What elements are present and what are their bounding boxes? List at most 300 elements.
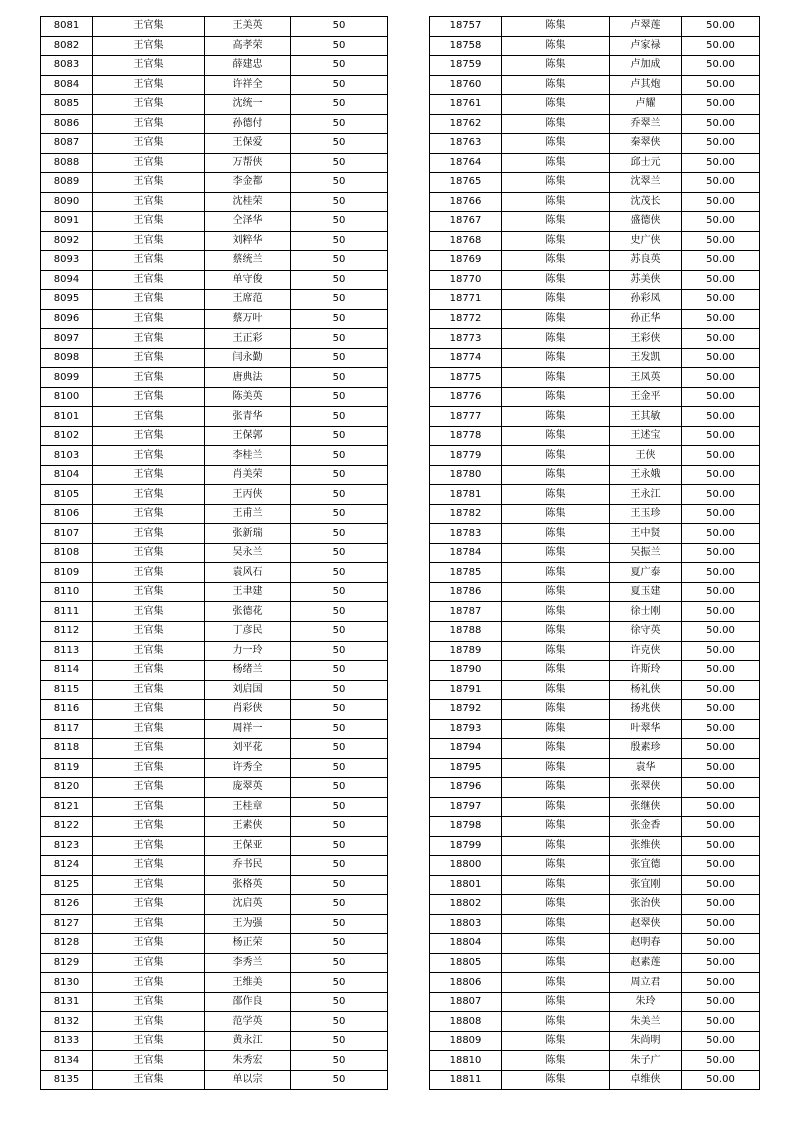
amount-cell: 50.00 xyxy=(682,563,760,583)
left-roster-body xyxy=(41,17,388,1090)
name-cell: 张青华 xyxy=(205,407,291,427)
name-cell: 薛建忠 xyxy=(205,56,291,76)
name-cell: 肖美荣 xyxy=(205,465,291,485)
table-row xyxy=(430,563,760,583)
serial-cell: 18799 xyxy=(430,836,502,856)
amount-cell: 50.00 xyxy=(682,309,760,329)
amount-cell: 50 xyxy=(291,563,388,583)
serial-cell: 8086 xyxy=(41,114,93,134)
village-cell: 王官集 xyxy=(93,875,205,895)
table-row xyxy=(41,446,388,466)
table-row xyxy=(41,504,388,524)
table-row xyxy=(430,973,760,993)
name-cell: 王维美 xyxy=(205,973,291,993)
amount-cell: 50 xyxy=(291,290,388,310)
amount-cell: 50.00 xyxy=(682,465,760,485)
table-row xyxy=(430,1070,760,1090)
amount-cell: 50 xyxy=(291,875,388,895)
name-cell: 王其敏 xyxy=(610,407,682,427)
table-row xyxy=(41,739,388,759)
village-cell: 陈集 xyxy=(502,1070,610,1090)
name-cell: 徐守英 xyxy=(610,621,682,641)
table-row xyxy=(41,114,388,134)
serial-cell: 8105 xyxy=(41,485,93,505)
amount-cell: 50 xyxy=(291,680,388,700)
amount-cell: 50 xyxy=(291,895,388,915)
amount-cell: 50.00 xyxy=(682,661,760,681)
amount-cell: 50.00 xyxy=(682,114,760,134)
village-cell: 王官集 xyxy=(93,75,205,95)
name-cell: 单以宗 xyxy=(205,1070,291,1090)
serial-cell: 18775 xyxy=(430,368,502,388)
name-cell: 盛德侠 xyxy=(610,212,682,232)
name-cell: 王保爱 xyxy=(205,134,291,154)
amount-cell: 50.00 xyxy=(682,856,760,876)
village-cell: 陈集 xyxy=(502,212,610,232)
village-cell: 陈集 xyxy=(502,426,610,446)
amount-cell: 50 xyxy=(291,368,388,388)
table-row xyxy=(41,485,388,505)
table-row xyxy=(41,973,388,993)
amount-cell: 50 xyxy=(291,641,388,661)
serial-cell: 18811 xyxy=(430,1070,502,1090)
table-row xyxy=(430,719,760,739)
village-cell: 陈集 xyxy=(502,153,610,173)
name-cell: 张翠侠 xyxy=(610,778,682,798)
amount-cell: 50 xyxy=(291,1070,388,1090)
village-cell: 王官集 xyxy=(93,485,205,505)
village-cell: 王官集 xyxy=(93,465,205,485)
serial-cell: 8100 xyxy=(41,387,93,407)
serial-cell: 8083 xyxy=(41,56,93,76)
amount-cell: 50.00 xyxy=(682,95,760,115)
name-cell: 史广侠 xyxy=(610,231,682,251)
table-row xyxy=(430,1051,760,1071)
serial-cell: 18781 xyxy=(430,485,502,505)
name-cell: 吴永兰 xyxy=(205,543,291,563)
table-row xyxy=(41,1070,388,1090)
name-cell: 张德花 xyxy=(205,602,291,622)
village-cell: 王官集 xyxy=(93,661,205,681)
name-cell: 王金平 xyxy=(610,387,682,407)
village-cell: 王官集 xyxy=(93,641,205,661)
table-row xyxy=(430,309,760,329)
amount-cell: 50 xyxy=(291,426,388,446)
table-row xyxy=(430,17,760,37)
village-cell: 王官集 xyxy=(93,953,205,973)
village-cell: 陈集 xyxy=(502,602,610,622)
table-row xyxy=(41,407,388,427)
village-cell: 陈集 xyxy=(502,719,610,739)
table-row xyxy=(430,582,760,602)
village-cell: 陈集 xyxy=(502,485,610,505)
village-cell: 陈集 xyxy=(502,387,610,407)
table-row xyxy=(430,36,760,56)
name-cell: 朱美兰 xyxy=(610,1012,682,1032)
name-cell: 卢加成 xyxy=(610,56,682,76)
village-cell: 陈集 xyxy=(502,1031,610,1051)
name-cell: 李金都 xyxy=(205,173,291,193)
village-cell: 王官集 xyxy=(93,368,205,388)
village-cell: 陈集 xyxy=(502,992,610,1012)
serial-cell: 8130 xyxy=(41,973,93,993)
name-cell: 叶翠华 xyxy=(610,719,682,739)
table-row xyxy=(430,621,760,641)
village-cell: 王官集 xyxy=(93,114,205,134)
amount-cell: 50 xyxy=(291,153,388,173)
amount-cell: 50.00 xyxy=(682,75,760,95)
village-cell: 王官集 xyxy=(93,621,205,641)
name-cell: 夏广泰 xyxy=(610,563,682,583)
serial-cell: 18798 xyxy=(430,817,502,837)
name-cell: 朱玲 xyxy=(610,992,682,1012)
amount-cell: 50 xyxy=(291,661,388,681)
name-cell: 邱士元 xyxy=(610,153,682,173)
name-cell: 沈桂荣 xyxy=(205,192,291,212)
serial-cell: 8104 xyxy=(41,465,93,485)
table-row xyxy=(41,95,388,115)
village-cell: 陈集 xyxy=(502,75,610,95)
serial-cell: 8092 xyxy=(41,231,93,251)
village-cell: 王官集 xyxy=(93,329,205,349)
amount-cell: 50.00 xyxy=(682,329,760,349)
table-row xyxy=(430,778,760,798)
village-cell: 陈集 xyxy=(502,914,610,934)
amount-cell: 50 xyxy=(291,602,388,622)
amount-cell: 50 xyxy=(291,329,388,349)
name-cell: 周祥一 xyxy=(205,719,291,739)
name-cell: 李秀兰 xyxy=(205,953,291,973)
table-row xyxy=(41,1031,388,1051)
village-cell: 王官集 xyxy=(93,914,205,934)
amount-cell: 50 xyxy=(291,56,388,76)
table-row xyxy=(430,407,760,427)
amount-cell: 50 xyxy=(291,739,388,759)
serial-cell: 18804 xyxy=(430,934,502,954)
village-cell: 王官集 xyxy=(93,856,205,876)
amount-cell: 50.00 xyxy=(682,700,760,720)
serial-cell: 18786 xyxy=(430,582,502,602)
table-row xyxy=(430,641,760,661)
table-row xyxy=(41,173,388,193)
table-row xyxy=(41,836,388,856)
table-row xyxy=(430,75,760,95)
name-cell: 王永江 xyxy=(610,485,682,505)
serial-cell: 8128 xyxy=(41,934,93,954)
amount-cell: 50.00 xyxy=(682,973,760,993)
name-cell: 许克侠 xyxy=(610,641,682,661)
table-row xyxy=(430,173,760,193)
serial-cell: 8129 xyxy=(41,953,93,973)
table-row xyxy=(41,700,388,720)
village-cell: 王官集 xyxy=(93,134,205,154)
name-cell: 闫永勤 xyxy=(205,348,291,368)
village-cell: 王官集 xyxy=(93,778,205,798)
serial-cell: 18764 xyxy=(430,153,502,173)
serial-cell: 8090 xyxy=(41,192,93,212)
amount-cell: 50 xyxy=(291,856,388,876)
name-cell: 苏良英 xyxy=(610,251,682,271)
name-cell: 扬兆侠 xyxy=(610,700,682,720)
name-cell: 陈美英 xyxy=(205,387,291,407)
name-cell: 张金香 xyxy=(610,817,682,837)
table-row xyxy=(41,329,388,349)
amount-cell: 50.00 xyxy=(682,797,760,817)
serial-cell: 8109 xyxy=(41,563,93,583)
village-cell: 陈集 xyxy=(502,504,610,524)
table-row xyxy=(41,290,388,310)
name-cell: 杨礼侠 xyxy=(610,680,682,700)
amount-cell: 50.00 xyxy=(682,212,760,232)
village-cell: 陈集 xyxy=(502,700,610,720)
serial-cell: 18788 xyxy=(430,621,502,641)
amount-cell: 50.00 xyxy=(682,485,760,505)
serial-cell: 8088 xyxy=(41,153,93,173)
table-row xyxy=(430,661,760,681)
village-cell: 陈集 xyxy=(502,173,610,193)
serial-cell: 8082 xyxy=(41,36,93,56)
village-cell: 陈集 xyxy=(502,856,610,876)
amount-cell: 50.00 xyxy=(682,56,760,76)
amount-cell: 50.00 xyxy=(682,543,760,563)
name-cell: 沈统一 xyxy=(205,95,291,115)
name-cell: 王桂章 xyxy=(205,797,291,817)
serial-cell: 18772 xyxy=(430,309,502,329)
amount-cell: 50.00 xyxy=(682,895,760,915)
serial-cell: 8096 xyxy=(41,309,93,329)
table-row xyxy=(41,270,388,290)
amount-cell: 50.00 xyxy=(682,621,760,641)
amount-cell: 50 xyxy=(291,387,388,407)
table-row xyxy=(41,465,388,485)
serial-cell: 8113 xyxy=(41,641,93,661)
table-row xyxy=(41,621,388,641)
serial-cell: 8120 xyxy=(41,778,93,798)
name-cell: 朱尚明 xyxy=(610,1031,682,1051)
village-cell: 王官集 xyxy=(93,192,205,212)
serial-cell: 18787 xyxy=(430,602,502,622)
table-row xyxy=(430,602,760,622)
village-cell: 陈集 xyxy=(502,348,610,368)
serial-cell: 8134 xyxy=(41,1051,93,1071)
serial-cell: 8108 xyxy=(41,543,93,563)
table-row xyxy=(430,368,760,388)
table-row xyxy=(430,348,760,368)
amount-cell: 50 xyxy=(291,36,388,56)
name-cell: 王保郭 xyxy=(205,426,291,446)
table-row xyxy=(41,934,388,954)
amount-cell: 50.00 xyxy=(682,1070,760,1090)
village-cell: 王官集 xyxy=(93,719,205,739)
name-cell: 王述宝 xyxy=(610,426,682,446)
serial-cell: 8106 xyxy=(41,504,93,524)
serial-cell: 8117 xyxy=(41,719,93,739)
amount-cell: 50.00 xyxy=(682,368,760,388)
village-cell: 陈集 xyxy=(502,134,610,154)
amount-cell: 50.00 xyxy=(682,504,760,524)
table-row xyxy=(430,192,760,212)
serial-cell: 8121 xyxy=(41,797,93,817)
table-row xyxy=(41,36,388,56)
serial-cell: 8122 xyxy=(41,817,93,837)
table-row xyxy=(430,680,760,700)
village-cell: 陈集 xyxy=(502,973,610,993)
name-cell: 张继侠 xyxy=(610,797,682,817)
village-cell: 陈集 xyxy=(502,661,610,681)
name-cell: 赵明春 xyxy=(610,934,682,954)
village-cell: 王官集 xyxy=(93,17,205,37)
table-row xyxy=(41,1051,388,1071)
amount-cell: 50 xyxy=(291,309,388,329)
serial-cell: 18797 xyxy=(430,797,502,817)
serial-cell: 18806 xyxy=(430,973,502,993)
amount-cell: 50.00 xyxy=(682,426,760,446)
name-cell: 孙德付 xyxy=(205,114,291,134)
table-row xyxy=(430,856,760,876)
name-cell: 秦翠侠 xyxy=(610,134,682,154)
amount-cell: 50.00 xyxy=(682,953,760,973)
amount-cell: 50 xyxy=(291,621,388,641)
serial-cell: 18795 xyxy=(430,758,502,778)
amount-cell: 50.00 xyxy=(682,348,760,368)
serial-cell: 8107 xyxy=(41,524,93,544)
serial-cell: 18784 xyxy=(430,543,502,563)
village-cell: 陈集 xyxy=(502,1012,610,1032)
table-row xyxy=(41,231,388,251)
name-cell: 许秀全 xyxy=(205,758,291,778)
table-row xyxy=(430,934,760,954)
serial-cell: 18760 xyxy=(430,75,502,95)
name-cell: 刘启国 xyxy=(205,680,291,700)
table-row xyxy=(41,56,388,76)
serial-cell: 18790 xyxy=(430,661,502,681)
village-cell: 陈集 xyxy=(502,251,610,271)
village-cell: 王官集 xyxy=(93,524,205,544)
table-row xyxy=(430,446,760,466)
village-cell: 王官集 xyxy=(93,407,205,427)
amount-cell: 50 xyxy=(291,114,388,134)
name-cell: 吴振兰 xyxy=(610,543,682,563)
serial-cell: 8135 xyxy=(41,1070,93,1090)
serial-cell: 8126 xyxy=(41,895,93,915)
serial-cell: 18791 xyxy=(430,680,502,700)
amount-cell: 50 xyxy=(291,504,388,524)
amount-cell: 50 xyxy=(291,719,388,739)
serial-cell: 18810 xyxy=(430,1051,502,1071)
village-cell: 王官集 xyxy=(93,739,205,759)
serial-cell: 8124 xyxy=(41,856,93,876)
serial-cell: 8085 xyxy=(41,95,93,115)
amount-cell: 50.00 xyxy=(682,992,760,1012)
table-row xyxy=(41,348,388,368)
amount-cell: 50 xyxy=(291,95,388,115)
amount-cell: 50.00 xyxy=(682,173,760,193)
name-cell: 王正彩 xyxy=(205,329,291,349)
serial-cell: 18779 xyxy=(430,446,502,466)
right-roster-body xyxy=(430,17,760,1090)
table-row xyxy=(430,485,760,505)
amount-cell: 50.00 xyxy=(682,251,760,271)
table-row xyxy=(41,309,388,329)
name-cell: 高孝荣 xyxy=(205,36,291,56)
serial-cell: 8132 xyxy=(41,1012,93,1032)
table-row xyxy=(41,368,388,388)
village-cell: 王官集 xyxy=(93,426,205,446)
amount-cell: 50.00 xyxy=(682,153,760,173)
serial-cell: 18759 xyxy=(430,56,502,76)
table-row xyxy=(430,895,760,915)
name-cell: 卢翠莲 xyxy=(610,17,682,37)
amount-cell: 50.00 xyxy=(682,875,760,895)
serial-cell: 18762 xyxy=(430,114,502,134)
serial-cell: 18803 xyxy=(430,914,502,934)
name-cell: 卓维侠 xyxy=(610,1070,682,1090)
table-row xyxy=(430,836,760,856)
name-cell: 许祥全 xyxy=(205,75,291,95)
amount-cell: 50 xyxy=(291,953,388,973)
name-cell: 赵翠侠 xyxy=(610,914,682,934)
name-cell: 王侠 xyxy=(610,446,682,466)
serial-cell: 8099 xyxy=(41,368,93,388)
table-row xyxy=(430,1012,760,1032)
name-cell: 刘平花 xyxy=(205,739,291,759)
name-cell: 张新瑞 xyxy=(205,524,291,544)
village-cell: 王官集 xyxy=(93,992,205,1012)
name-cell: 袁风石 xyxy=(205,563,291,583)
name-cell: 王中贤 xyxy=(610,524,682,544)
name-cell: 王永娥 xyxy=(610,465,682,485)
amount-cell: 50.00 xyxy=(682,17,760,37)
serial-cell: 8089 xyxy=(41,173,93,193)
table-row xyxy=(430,739,760,759)
village-cell: 王官集 xyxy=(93,836,205,856)
village-cell: 陈集 xyxy=(502,543,610,563)
village-cell: 王官集 xyxy=(93,95,205,115)
name-cell: 孙彩凤 xyxy=(610,290,682,310)
amount-cell: 50.00 xyxy=(682,914,760,934)
village-cell: 王官集 xyxy=(93,582,205,602)
name-cell: 王为强 xyxy=(205,914,291,934)
village-cell: 王官集 xyxy=(93,758,205,778)
amount-cell: 50 xyxy=(291,914,388,934)
amount-cell: 50 xyxy=(291,934,388,954)
serial-cell: 18780 xyxy=(430,465,502,485)
table-row xyxy=(41,426,388,446)
table-row xyxy=(430,251,760,271)
amount-cell: 50 xyxy=(291,992,388,1012)
village-cell: 陈集 xyxy=(502,1051,610,1071)
village-cell: 王官集 xyxy=(93,797,205,817)
name-cell: 张格英 xyxy=(205,875,291,895)
village-cell: 王官集 xyxy=(93,543,205,563)
amount-cell: 50.00 xyxy=(682,1012,760,1032)
table-row xyxy=(41,680,388,700)
amount-cell: 50 xyxy=(291,1051,388,1071)
village-cell: 陈集 xyxy=(502,641,610,661)
serial-cell: 18761 xyxy=(430,95,502,115)
serial-cell: 8102 xyxy=(41,426,93,446)
amount-cell: 50 xyxy=(291,582,388,602)
table-row xyxy=(41,192,388,212)
table-row xyxy=(430,426,760,446)
name-cell: 王发凯 xyxy=(610,348,682,368)
table-row xyxy=(430,758,760,778)
name-cell: 沈茂长 xyxy=(610,192,682,212)
amount-cell: 50 xyxy=(291,543,388,563)
name-cell: 王保亚 xyxy=(205,836,291,856)
village-cell: 陈集 xyxy=(502,465,610,485)
amount-cell: 50 xyxy=(291,836,388,856)
